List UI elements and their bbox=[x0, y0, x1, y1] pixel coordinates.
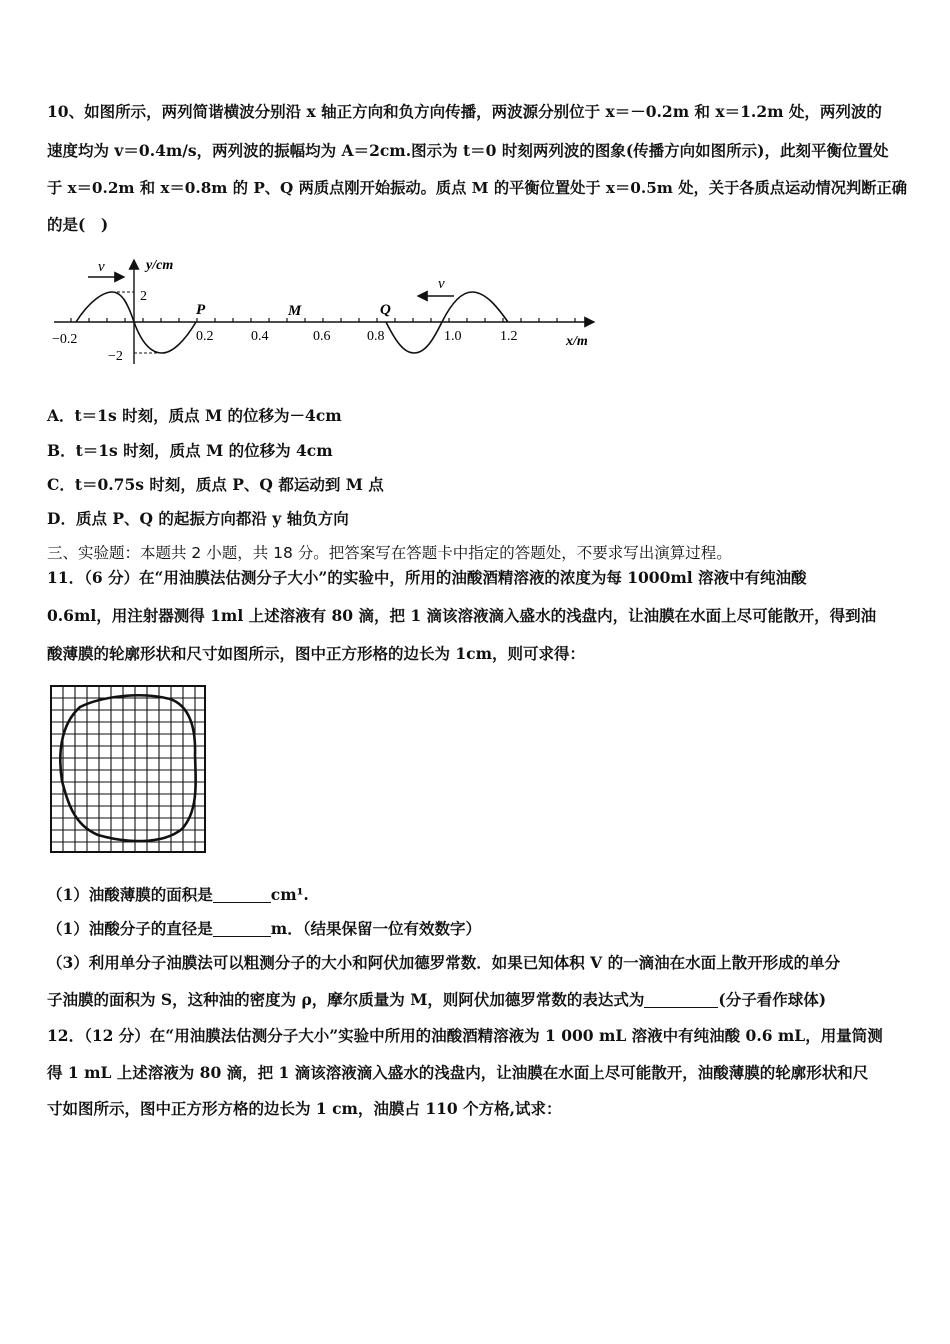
x-tick-label: 0.4 bbox=[251, 329, 269, 344]
oil-film-grid-figure bbox=[50, 685, 206, 853]
x-tick-label: 0.8 bbox=[367, 329, 385, 344]
q11-sub-2-suffix: m．（结果保留一位有效数字） bbox=[270, 919, 481, 938]
q10-line-1: 10、如图所示，两列简谐横波分别沿 x 轴正方向和负方向传播，两波源分别位于 x＝－0.2m 和 x＝1.2m 处，两列波的 bbox=[47, 102, 882, 121]
q11-sub-2 bbox=[47, 918, 910, 940]
y-label-negative: −2 bbox=[108, 349, 123, 364]
oil-film-outline bbox=[60, 695, 195, 841]
q12-line-3: 寸如图所示，图中正方形方格的边长为 1 cm，油膜占 110 个方格,试求： bbox=[47, 1099, 562, 1118]
y-axis-label: y/cm bbox=[146, 258, 174, 273]
q10-line-4: 的是( ) bbox=[47, 215, 109, 234]
point-label-p: P bbox=[196, 302, 206, 318]
velocity-label-left: v bbox=[98, 259, 105, 275]
q11-line-1: 11．（6 分）在“用油膜法估测分子大小”的实验中，所用的油酸酒精溶液的浓度为每 1000ml 溶液中有纯油酸 bbox=[47, 568, 807, 587]
x-axis-label: x/m bbox=[566, 334, 588, 349]
q11-sub-2-prefix: （1）油酸分子的直径是 bbox=[47, 919, 213, 938]
wave-figure bbox=[46, 252, 606, 374]
q10-option-b: B．t＝1s 时刻，质点 M 的位移为 4cm bbox=[47, 441, 333, 460]
q11-sub-1 bbox=[47, 884, 910, 906]
answer-blank[interactable] bbox=[213, 920, 271, 937]
velocity-label-right: v bbox=[438, 276, 445, 292]
x-tick-label: 0.6 bbox=[313, 329, 331, 344]
x-tick-label: −0.2 bbox=[52, 332, 78, 347]
q11-sub-3-line-2 bbox=[47, 989, 910, 1011]
q11-sub-3-line-1: （3）利用单分子油膜法可以粗测分子的大小和阿伏加德罗常数．如果已知体积 V 的一滴油在水面上散开形成的单分 bbox=[47, 953, 841, 972]
q11-sub-3-suffix: (分子看作球体) bbox=[718, 990, 827, 1009]
q12-line-1: 12．（12 分）在“用油膜法估测分子大小”实验中所用的油酸酒精溶液为 1 000 mL 溶液中有纯油酸 0.6 mL，用量筒测 bbox=[47, 1026, 883, 1045]
q11-sub-1-suffix: cm¹. bbox=[270, 885, 309, 904]
answer-blank[interactable] bbox=[644, 991, 718, 1008]
q11-sub-1-prefix: （1）油酸薄膜的面积是 bbox=[47, 885, 213, 904]
q10-option-c: C．t＝0.75s 时刻，质点 P、Q 都运动到 M 点 bbox=[47, 475, 384, 494]
x-tick-label: 1.2 bbox=[500, 329, 518, 344]
x-tick-label: 0.2 bbox=[196, 329, 214, 344]
x-tick-label: 1.0 bbox=[444, 329, 462, 344]
q11-sub-3-prefix: 子油膜的面积为 S，这种油的密度为 ρ，摩尔质量为 M，则阿伏加德罗常数的表达式为 bbox=[47, 990, 645, 1009]
q11-line-3: 酸薄膜的轮廓形状和尺寸如图所示，图中正方形格的边长为 1cm，则可求得： bbox=[47, 644, 586, 663]
q11-line-2: 0.6ml，用注射器测得 1ml 上述溶液有 80 滴，把 1 滴该溶液滴入盛水的浅盘内，让油膜在水面上尽可能散开，得到油 bbox=[47, 606, 877, 625]
point-label-m: M bbox=[288, 303, 302, 319]
answer-blank[interactable] bbox=[213, 886, 271, 903]
q10-line-2: 速度均为 v＝0.4m/s，两列波的振幅均为 A＝2cm.图示为 t＝0 时刻两列波的图象(传播方向如图所示)，此刻平衡位置处 bbox=[47, 141, 889, 160]
point-label-q: Q bbox=[380, 302, 391, 318]
q10-option-d: D．质点 P、Q 的起振方向都沿 y 轴负方向 bbox=[47, 509, 349, 528]
q10-line-3: 于 x＝0.2m 和 x＝0.8m 的 P、Q 两质点刚开始振动。质点 M 的平衡位置处于 x＝0.5m 处，关于各质点运动情况判断正确 bbox=[47, 179, 908, 197]
section-heading: 三、实验题：本题共 2 小题，共 18 分。把答案写在答题卡中指定的答题处，不要求写出演算过程。 bbox=[47, 544, 732, 562]
q10-option-a: A．t＝1s 时刻，质点 M 的位移为－4cm bbox=[47, 406, 342, 425]
y-label-positive: 2 bbox=[140, 289, 147, 304]
q12-line-2: 得 1 mL 上述溶液为 80 滴，把 1 滴该溶液滴入盛水的浅盘内，让油膜在水面上尽可能散开，油酸薄膜的轮廓形状和尺 bbox=[47, 1063, 869, 1082]
